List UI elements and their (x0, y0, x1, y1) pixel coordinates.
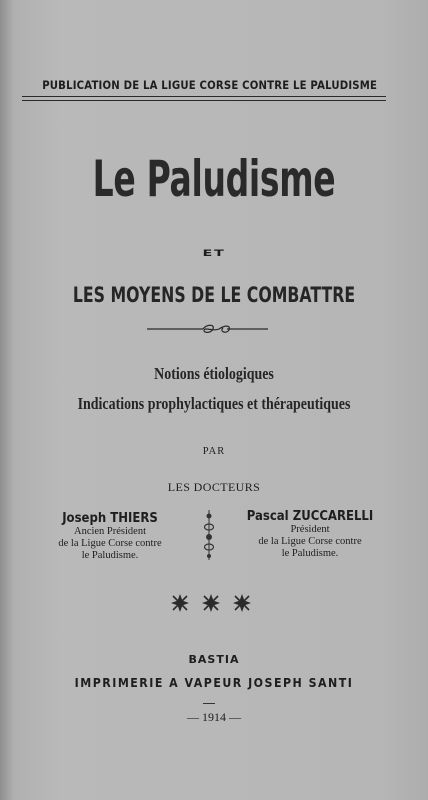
author-name: Pascal ZUCCARELLI (246, 509, 374, 524)
author-role-line: le Paludisme. (81, 550, 139, 561)
notions-line-2: Indications prophylactiques et thérapeutiques (77, 394, 351, 413)
author-role-line: de la Ligue Corse contre (58, 538, 162, 549)
author-name: Joseph THIERS (62, 511, 158, 526)
fleuron-icon (202, 510, 216, 560)
three-stars-ornament (170, 593, 252, 613)
imprint-rule (203, 703, 215, 704)
city-line: BASTIA (188, 653, 240, 666)
header-rule-bottom (22, 100, 386, 101)
title-conjunction: ET (202, 249, 226, 259)
book-subtitle: LES MOYENS DE LE COMBATTRE (72, 283, 356, 307)
author-role-line: le Paludisme. (281, 548, 339, 559)
flourish-divider-icon (145, 322, 270, 336)
author-role-line: de la Ligue Corse contre (258, 536, 362, 547)
star-icon (233, 594, 251, 612)
book-title: Le Paludisme (92, 150, 336, 208)
publication-year: — 1914 — (187, 710, 241, 724)
author-role-line: Président (290, 524, 330, 535)
authors-heading: LES DOCTEURS (167, 480, 261, 494)
header-rule-top (22, 96, 386, 97)
publisher-line: PUBLICATION DE LA LIGUE CORSE CONTRE LE PALUDISME (42, 78, 378, 92)
star-icon (202, 594, 220, 612)
author-role-line: Ancien Président (73, 526, 147, 537)
author-zuccarelli (226, 509, 394, 560)
printer-line: IMPRIMERIE A VAPEUR JOSEPH SANTI (74, 676, 354, 690)
notions-line-1: Notions étiologiques (154, 364, 274, 383)
by-label: PAR (202, 446, 226, 457)
author-thiers (28, 511, 192, 562)
star-icon (171, 594, 189, 612)
